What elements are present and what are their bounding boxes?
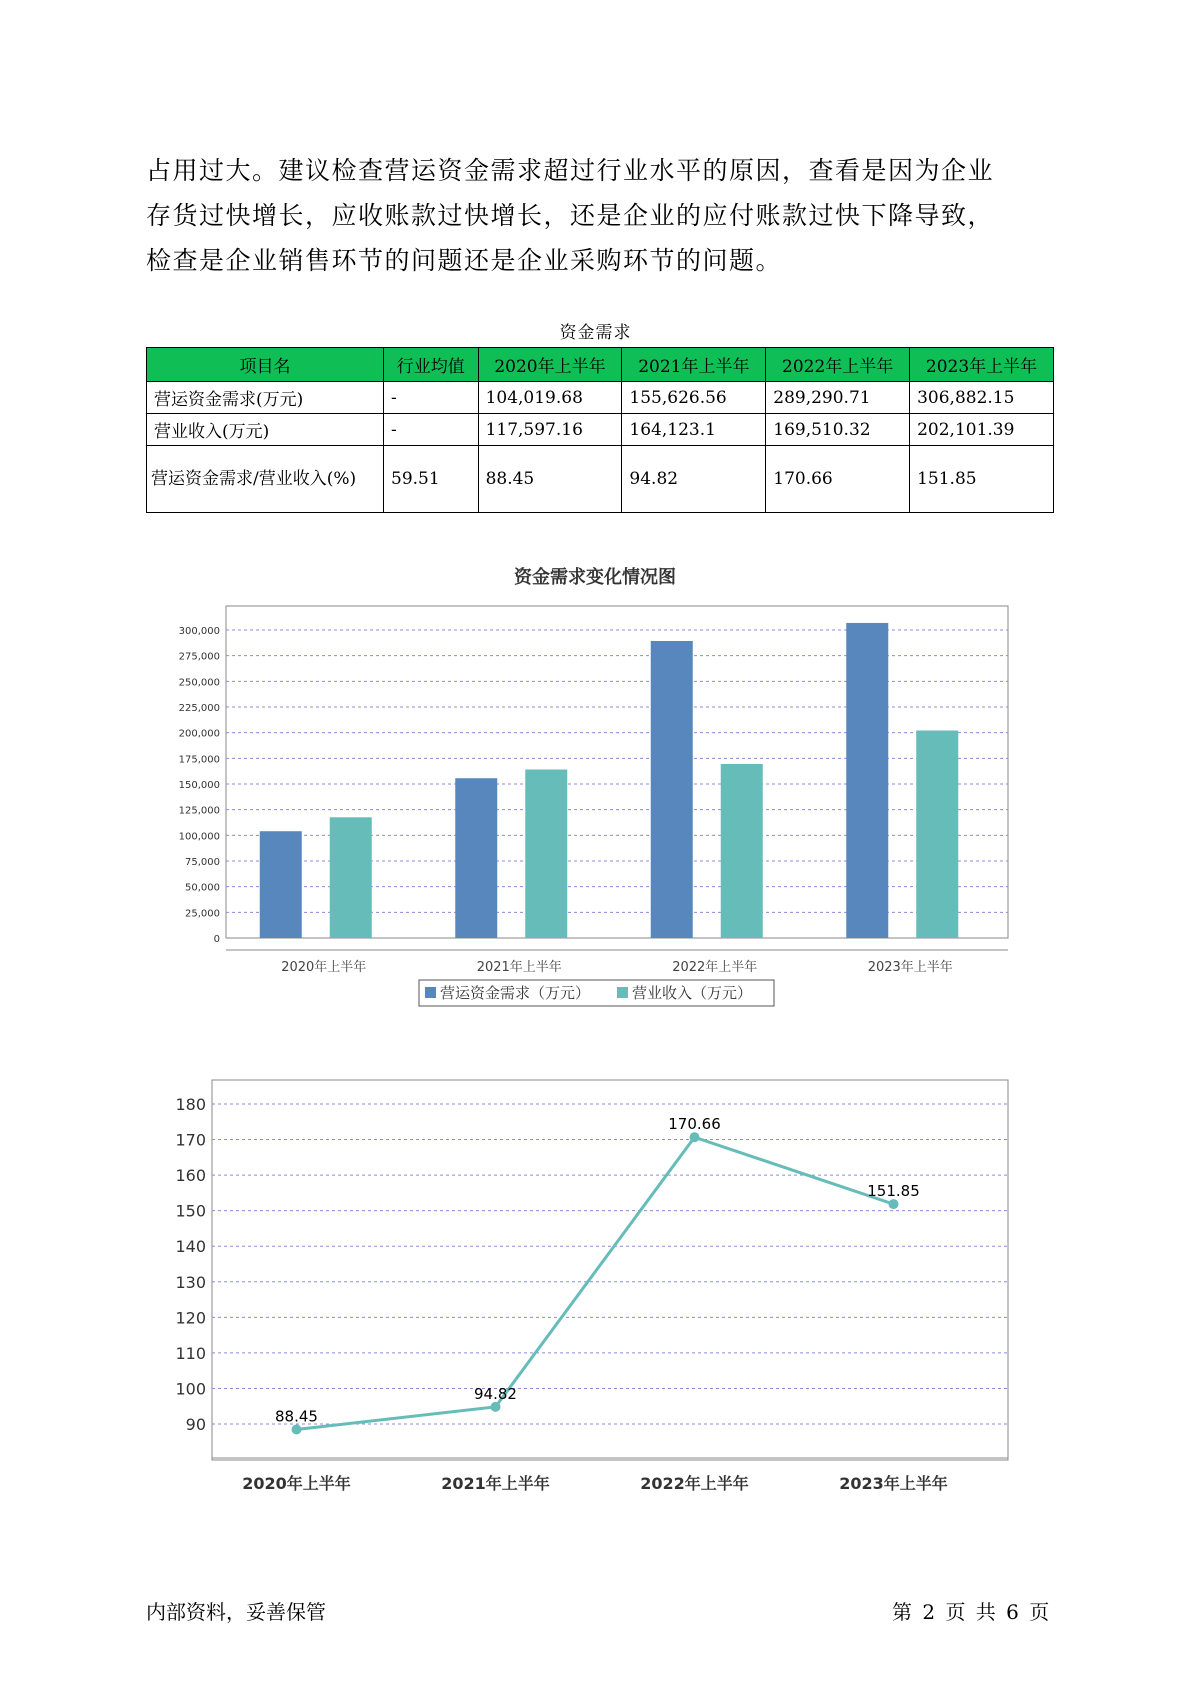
series-line xyxy=(297,1137,894,1429)
y-tick-label: 0 xyxy=(213,934,220,945)
y-tick-label: 225,000 xyxy=(178,703,220,714)
footer-page-number: 第 2 页 共 6 页 xyxy=(892,1600,1050,1624)
y-tick-label: 175,000 xyxy=(178,754,220,766)
data-point xyxy=(690,1132,700,1142)
paragraph-line: 占用过大。建议检查营运资金需求超过行业水平的原因，查看是因为企业 xyxy=(146,156,995,185)
x-tick-label: 2023年上半年 xyxy=(839,1474,948,1493)
y-tick-label: 100,000 xyxy=(178,831,220,843)
table-cell: - xyxy=(384,382,479,414)
table-header: 2021年上半年 xyxy=(622,348,766,382)
data-point xyxy=(889,1199,899,1209)
legend-label: 营业收入（万元） xyxy=(632,984,753,1002)
y-tick-label: 90 xyxy=(185,1415,206,1434)
y-tick-label: 200,000 xyxy=(178,728,220,740)
table-cell: 94.82 xyxy=(622,446,766,513)
table-header: 行业均值 xyxy=(384,348,479,382)
table-header: 2020年上半年 xyxy=(478,348,622,382)
y-tick-label: 25,000 xyxy=(185,908,220,920)
y-tick-label: 160 xyxy=(175,1166,206,1186)
table-cell: 164,123.1 xyxy=(622,414,766,446)
table-cell: 170.66 xyxy=(766,446,910,513)
x-tick-label: 2023年上半年 xyxy=(867,960,953,975)
table-cell: 88.45 xyxy=(478,446,622,513)
x-tick-label: 2021年上半年 xyxy=(476,960,562,975)
paragraph-line: 存货过快增长，应收账款过快增长，还是企业的应付账款过快下降导致， xyxy=(146,201,995,230)
table-caption: 资金需求 xyxy=(559,323,632,343)
x-tick-label: 2020年上半年 xyxy=(242,1474,351,1493)
y-tick-label: 180 xyxy=(175,1095,206,1114)
table-cell: 59.51 xyxy=(384,446,479,513)
data-label: 94.82 xyxy=(474,1384,517,1403)
row-label: 营运资金需求/营业收入(%) xyxy=(147,446,384,513)
row-label: 营业收入(万元) xyxy=(147,414,384,446)
x-tick-label: 2022年上半年 xyxy=(640,1474,749,1493)
y-tick-label: 110 xyxy=(175,1343,206,1363)
y-tick-label: 100 xyxy=(175,1379,206,1399)
table-header: 2023年上半年 xyxy=(910,348,1054,382)
legend-label: 营运资金需求（万元） xyxy=(440,984,591,1002)
plot-area-border xyxy=(212,1080,1008,1460)
y-tick-label: 250,000 xyxy=(178,677,220,689)
y-tick-label: 120 xyxy=(175,1308,206,1328)
y-tick-label: 275,000 xyxy=(178,651,220,663)
table-cell: 155,626.56 xyxy=(622,382,766,414)
table-cell: - xyxy=(384,414,479,446)
y-tick-label: 170 xyxy=(175,1130,206,1150)
x-tick-label: 2022年上半年 xyxy=(672,960,758,975)
y-tick-label: 140 xyxy=(175,1237,206,1257)
paragraph-line: 检查是企业销售环节的问题还是企业采购环节的问题。 xyxy=(146,246,783,275)
y-tick-label: 75,000 xyxy=(185,857,220,868)
y-tick-label: 125,000 xyxy=(178,805,220,817)
table-cell: 104,019.68 xyxy=(478,382,622,414)
y-tick-label: 150 xyxy=(175,1201,206,1221)
data-label: 151.85 xyxy=(867,1182,920,1201)
data-point xyxy=(292,1425,302,1435)
table-cell: 202,101.39 xyxy=(910,414,1054,446)
table-cell: 117,597.16 xyxy=(478,414,622,446)
table-cell: 306,882.15 xyxy=(910,382,1054,414)
x-tick-label: 2021年上半年 xyxy=(441,1474,550,1493)
table-cell: 169,510.32 xyxy=(766,414,910,446)
x-tick-label: 2020年上半年 xyxy=(281,960,367,975)
row-label: 营运资金需求(万元) xyxy=(147,382,384,414)
chart-title: 资金需求变化情况图 xyxy=(514,567,676,588)
table-cell: 289,290.71 xyxy=(766,382,910,414)
table-header: 项目名 xyxy=(147,348,384,382)
y-tick-label: 50,000 xyxy=(185,882,220,894)
footer-confidential: 内部资料，妥善保管 xyxy=(146,1600,326,1624)
y-tick-label: 130 xyxy=(175,1272,206,1292)
table-cell: 151.85 xyxy=(910,446,1054,513)
data-point xyxy=(491,1402,501,1412)
data-label: 88.45 xyxy=(275,1407,318,1426)
table-header: 2022年上半年 xyxy=(766,348,910,382)
data-label: 170.66 xyxy=(668,1115,721,1134)
y-tick-label: 150,000 xyxy=(178,780,220,791)
y-tick-label: 300,000 xyxy=(178,626,220,637)
